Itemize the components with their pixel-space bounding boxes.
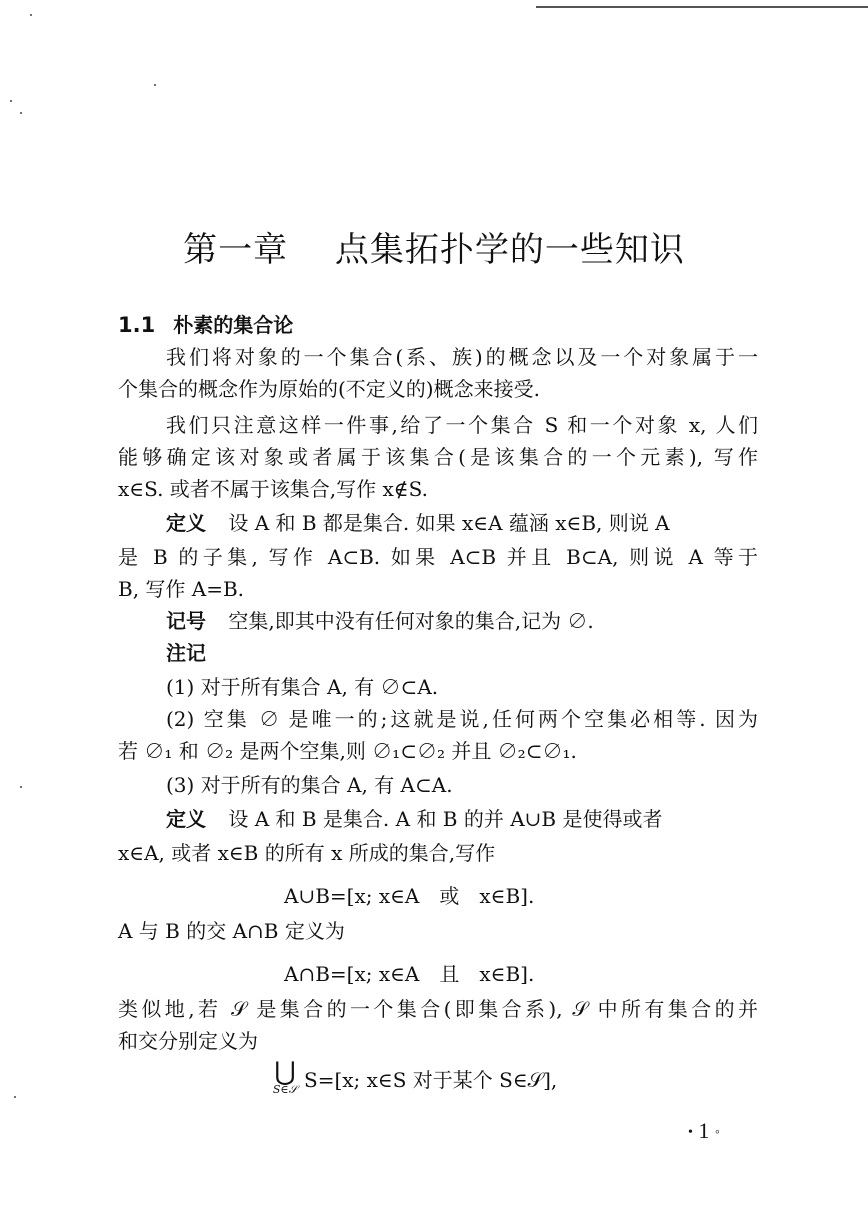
notation-empty-set xyxy=(166,608,594,634)
paragraph-line: 我们将对象的一个集合(系、族)的概念以及一个对象属于一 xyxy=(166,345,758,369)
definition-label: 定义 xyxy=(166,511,206,535)
equation-intersection: A∩B=[x; x∈A 且 x∈B]. xyxy=(284,962,535,986)
equation-big-union: S=[x; x∈S 对于某个 S∈𝒮], xyxy=(304,1068,558,1092)
remark-item: (3) 对于所有的集合 A, 有 A⊂A. xyxy=(166,773,453,797)
section-title: 朴素的集合论 xyxy=(173,313,294,337)
paragraph-line: 个集合的概念作为原始的(不定义的)概念来接受. xyxy=(118,377,540,401)
remark-label: 注记 xyxy=(166,641,206,665)
definition-subset xyxy=(166,510,670,536)
section-heading xyxy=(118,309,293,338)
equation-union: A∪B=[x; x∈A 或 x∈B]. xyxy=(284,884,535,908)
paragraph-line: x∈S. 或者不属于该集合,写作 x∉S. xyxy=(118,477,428,501)
paragraph-line: 能够确定该对象或者属于该集合(是该集合的一个元素), 写作 xyxy=(118,445,758,469)
scan-speck xyxy=(14,1096,16,1098)
section-number: 1.1 xyxy=(118,313,156,337)
notation-label: 记号 xyxy=(166,609,206,633)
big-union-subscript: S∈𝒮 xyxy=(272,1083,298,1096)
remark-item: (1) 对于所有集合 A, 有 ∅⊂A. xyxy=(166,675,439,699)
paragraph-line: x∈A, 或者 x∈B 的所有 x 所成的集合,写作 xyxy=(118,841,496,865)
scan-speck xyxy=(20,112,22,114)
definition-text: 设 A 和 B 是集合. A 和 B 的并 A∪B 是使得或者 xyxy=(228,807,663,831)
paragraph-line: 若 ∅₁ 和 ∅₂ 是两个空集,则 ∅₁⊂∅₂ 并且 ∅₂⊂∅₁. xyxy=(118,739,577,763)
paragraph-line: 是 B 的子集, 写作 A⊂B. 如果 A⊂B 并且 B⊂A, 则说 A 等于 xyxy=(118,545,758,569)
definition-label: 定义 xyxy=(166,807,206,831)
paragraph-line: B, 写作 A=B. xyxy=(118,577,245,601)
definition-text: 设 A 和 B 都是集合. 如果 x∈A 蕴涵 x∈B, 则说 A xyxy=(228,511,670,535)
scan-speck xyxy=(154,84,156,86)
page-number-value: 1 xyxy=(698,1118,710,1143)
paragraph-line: 我们只注意这样一件事,给了一个集合 S 和一个对象 x, 人们 xyxy=(166,413,758,437)
scan-speck xyxy=(10,100,12,102)
paragraph-line: 类似地,若 𝒮 是集合的一个集合(即集合系), 𝒮 中所有集合的并 xyxy=(118,997,758,1021)
page-number: • 1 ◦ xyxy=(688,1118,720,1143)
chapter-title: 第一章 点集拓扑学的一些知识 xyxy=(183,230,685,270)
remark-item: (2) 空集 ∅ 是唯一的;这就是说,任何两个空集必相等. 因为 xyxy=(166,707,758,731)
definition-union xyxy=(166,806,662,832)
scan-speck xyxy=(30,14,32,16)
top-rule xyxy=(536,6,868,8)
big-union-symbol: ⋃ xyxy=(274,1057,296,1087)
paragraph-line: 和交分别定义为 xyxy=(118,1029,258,1053)
big-union-operator xyxy=(270,1057,300,1096)
scan-speck xyxy=(20,786,22,788)
paragraph-line: A 与 B 的交 A∩B 定义为 xyxy=(118,919,345,943)
notation-text: 空集,即其中没有任何对象的集合,记为 ∅. xyxy=(228,609,594,633)
